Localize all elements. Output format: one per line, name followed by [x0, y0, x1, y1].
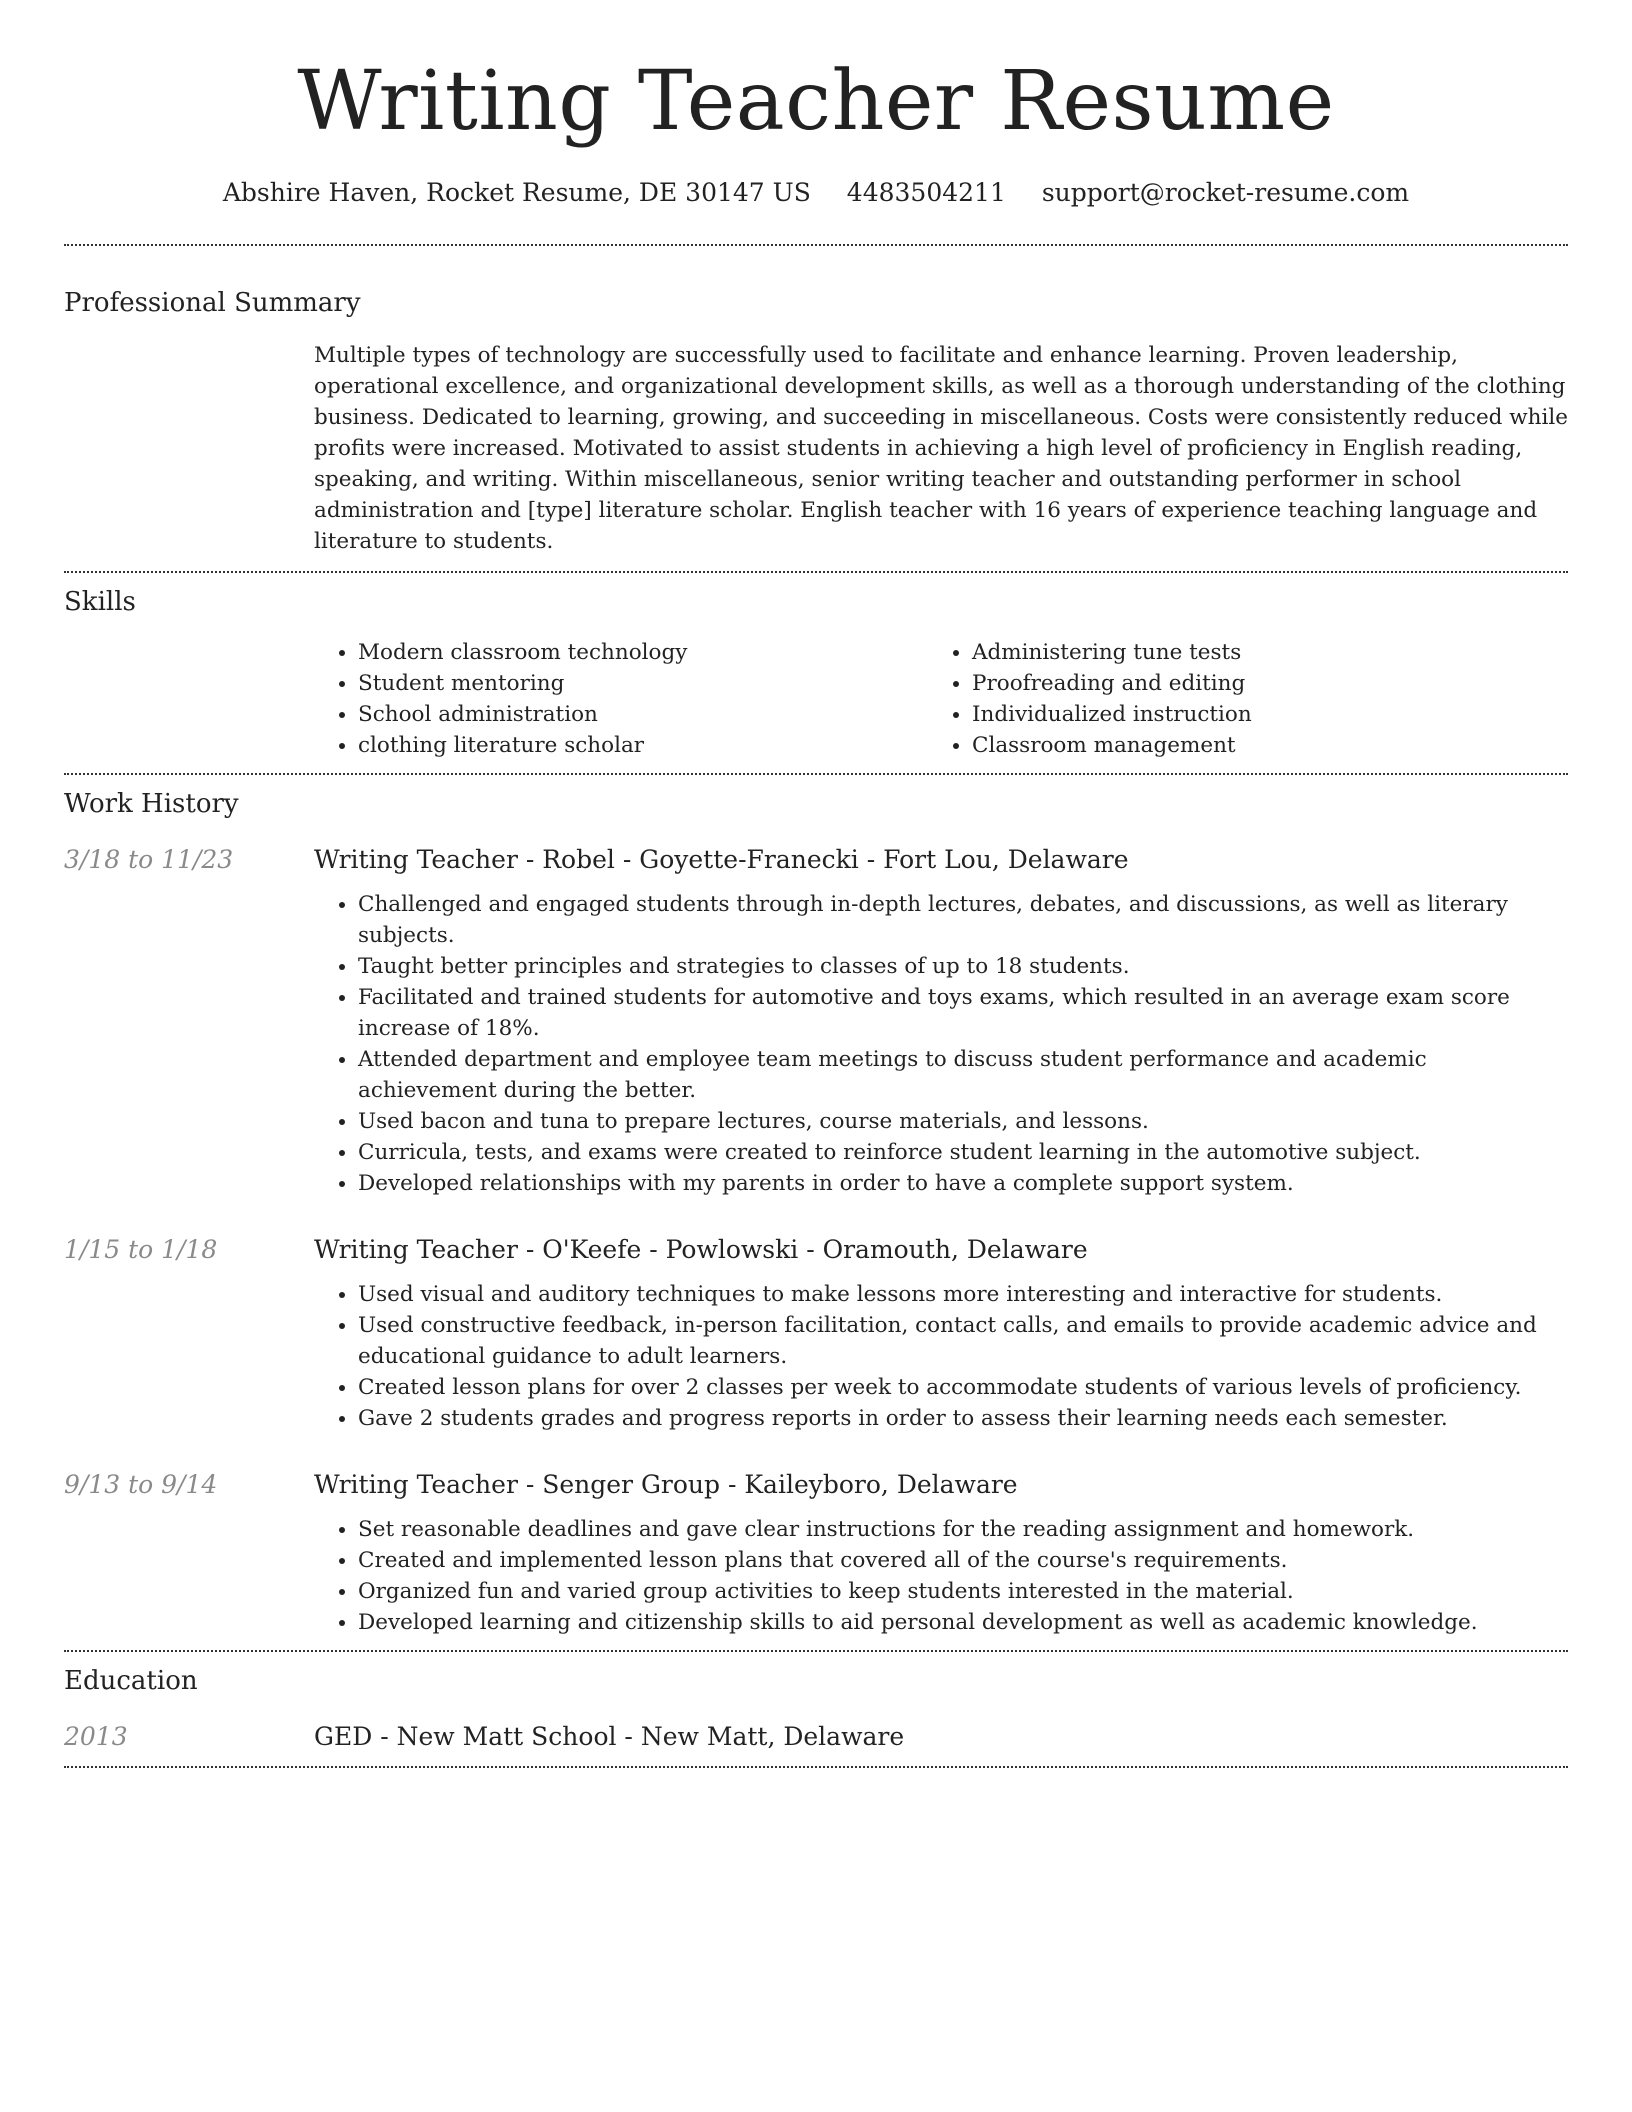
job-bullet: • Developed relationships with my parents in order to have a complete support system. [358, 1168, 1568, 1199]
job-dates: 9/13 to 9/14 [64, 1470, 218, 1499]
skill-item: • Administering tune tests [972, 637, 1532, 668]
job-bullet: • Attended department and employee team meetings to discuss student performance and academic achievement during the better. [358, 1044, 1568, 1106]
job-content [314, 1233, 1568, 1434]
skill-item: • Modern classroom technology [358, 637, 928, 668]
skills-column-2 [928, 637, 1532, 761]
skills-column-1 [314, 637, 928, 761]
education-entry [64, 1720, 1568, 1754]
job-bullet: • Created lesson plans for over 2 classes per week to accommodate students of various levels of proficiency. [358, 1372, 1568, 1403]
resume-title: Writing Teacher Resume [297, 54, 1335, 149]
skill-item: • School administration [358, 699, 928, 730]
section-title-education: Education [64, 1666, 198, 1696]
job-bullet: • Used visual and auditory techniques to make lessons more interesting and interactive for students. [358, 1279, 1568, 1310]
job-bullet: • Challenged and engaged students through in-depth lectures, debates, and discussions, as well as literary subjects. [358, 889, 1568, 951]
job-heading: Writing Teacher - Robel - Goyette-Franecki - Fort Lou, Delaware [314, 845, 1129, 874]
contact-line [64, 176, 1568, 210]
education-heading: GED - New Matt School - New Matt, Delaware [314, 1722, 905, 1751]
job-bullet: • Organized fun and varied group activities to keep students interested in the material. [358, 1576, 1568, 1607]
summary-text: Multiple types of technology are successfully used to facilitate and enhance learning. Proven leadership, operational excellence, and organizational development skills, as well as a thorough understanding of the clothing business. Dedicated to learning, growing, and succeeding in miscellaneous. Costs were consistently reduced while profits were increased. Motivated to assist students in achieving a high level of proficiency in English reading, speaking, and writing. Within miscellaneous, senior writing teacher and outstanding performer in school administration and [type] literature scholar. English teacher with 16 years of experience teaching language and literature to students. [314, 343, 1568, 554]
job-bullet: • Used constructive feedback, in-person facilitation, contact calls, and emails to provide academic advice and educational guidance to adult learners. [358, 1310, 1568, 1372]
divider [64, 1766, 1568, 1768]
job-dates: 3/18 to 11/23 [64, 845, 234, 874]
job-bullet: • Set reasonable deadlines and gave clear instructions for the reading assignment and homework. [358, 1514, 1568, 1545]
skill-item: • Student mentoring [358, 668, 928, 699]
job-entry [64, 1468, 1568, 1650]
contact-address: Abshire Haven, Rocket Resume, DE 30147 US [222, 178, 811, 207]
job-entry [64, 1233, 1568, 1434]
contact-phone: 4483504211 [846, 178, 1006, 207]
job-bullets [314, 1514, 1568, 1638]
job-content [314, 843, 1568, 1199]
skill-item: • Classroom management [972, 730, 1532, 761]
job-bullet: • Taught better principles and strategies to classes of up to 18 students. [358, 951, 1568, 982]
job-bullet: • Developed learning and citizenship skills to aid personal development as well as academic knowledge. [358, 1607, 1568, 1638]
skill-item: • Proofreading and editing [972, 668, 1532, 699]
job-bullet: • Created and implemented lesson plans that covered all of the course's requirements. [358, 1545, 1568, 1576]
skill-item: • Individualized instruction [972, 699, 1532, 730]
job-bullet: • Facilitated and trained students for automotive and toys exams, which resulted in an average exam score increase of 18%. [358, 982, 1568, 1044]
job-entry [64, 843, 1568, 1199]
job-dates: 1/15 to 1/18 [64, 1235, 218, 1264]
education-date: 2013 [64, 1722, 128, 1751]
job-bullets [314, 1279, 1568, 1434]
job-heading: Writing Teacher - Senger Group - Kaileyboro, Delaware [314, 1470, 1018, 1499]
section-title-skills: Skills [64, 587, 136, 617]
job-bullet: • Curricula, tests, and exams were created to reinforce student learning in the automotive subject. [358, 1137, 1568, 1168]
contact-email: support@rocket-resume.com [1041, 178, 1410, 207]
job-bullet: • Gave 2 students grades and progress reports in order to assess their learning needs each semester. [358, 1403, 1568, 1434]
section-title-work-history: Work History [64, 789, 239, 819]
section-title-summary: Professional Summary [64, 288, 361, 318]
job-bullets [314, 889, 1568, 1199]
skills-list [314, 637, 1568, 761]
skill-item: • clothing literature scholar [358, 730, 928, 761]
job-heading: Writing Teacher - O'Keefe - Powlowski - Oramouth, Delaware [314, 1235, 1088, 1264]
job-content [314, 1468, 1568, 1650]
job-bullet: • Used bacon and tuna to prepare lectures, course materials, and lessons. [358, 1106, 1568, 1137]
